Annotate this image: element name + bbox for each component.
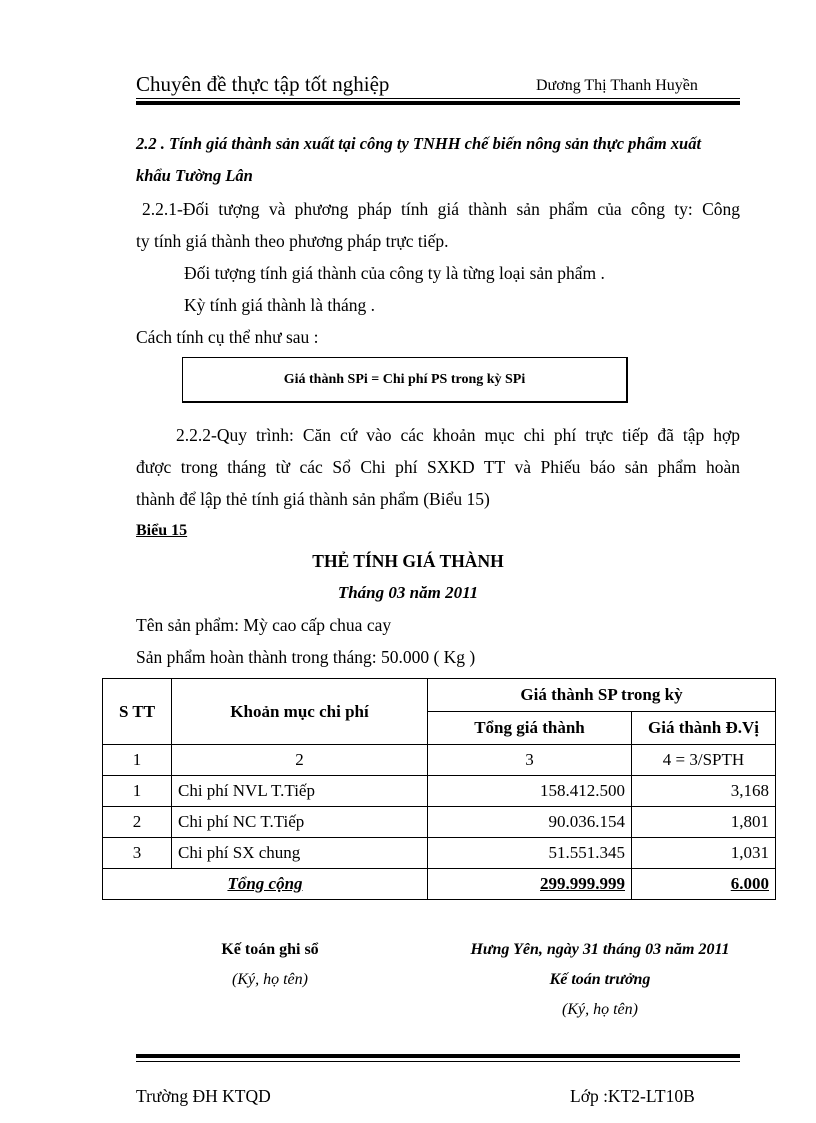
product-name: Tên sản phẩm: Mỳ cao cấp chua cay	[136, 615, 392, 635]
row-stt: 2	[103, 807, 172, 838]
header-item: Khoản mục chi phí	[172, 679, 428, 745]
row-total: 51.551.345	[428, 838, 632, 869]
sum-total: 299.999.999	[540, 874, 625, 893]
section-heading-line2: khẩu Tường Lân	[136, 166, 253, 185]
row-total: 158.412.500	[428, 776, 632, 807]
place-date: Hưng Yên, ngày 31 tháng 03 năm 2011	[470, 941, 730, 958]
card-title: THẺ TÍNH GIÁ THÀNH	[312, 551, 504, 571]
header-title: Chuyên đề thực tập tốt nghiệp	[136, 72, 390, 96]
paragraph-5-line1: 2.2.2-Quy trình: Căn cứ vào các khoản mục chi phí trực tiếp đã tập hợp	[176, 425, 740, 445]
sum-label-cell	[103, 869, 428, 900]
paragraph-5-line3: thành để lập thẻ tính giá thành sản phẩm (Biểu 15)	[136, 489, 490, 509]
sum-unit: 6.000	[730, 874, 769, 893]
section-heading-line1: 2.2 . Tính giá thành sản xuất tại công ty TNHH chế biến nông sản thực phẩm xuất	[136, 134, 702, 153]
footer-rule-thick	[136, 1054, 740, 1058]
sum-unit-cell	[632, 869, 776, 900]
paragraph-5-line2: được trong tháng từ các Sổ Chi phí SXKD TT và Phiếu báo sản phẩm hoàn	[136, 457, 740, 477]
output-quantity: Sản phẩm hoàn thành trong tháng: 50.000 ( Kg )	[136, 647, 476, 667]
row-item: Chi phí NVL T.Tiếp	[172, 776, 428, 807]
table-index-row	[103, 745, 776, 776]
table-row	[103, 838, 776, 869]
card-period: Tháng 03 năm 2011	[337, 583, 479, 602]
row-total: 90.036.154	[428, 807, 632, 838]
row-unit: 1,031	[632, 838, 776, 869]
index-cell: 4 = 3/SPTH	[632, 745, 776, 776]
paragraph-1-line1: 2.2.1-Đối tượng và phương pháp tính giá thành sản phẩm của công ty: Công	[142, 199, 740, 219]
table-row	[103, 807, 776, 838]
index-cell: 3	[428, 745, 632, 776]
row-unit: 1,801	[632, 807, 776, 838]
exhibit-label: Biểu 15	[136, 522, 188, 539]
paragraph-2: Đối tượng tính giá thành của công ty là từng loại sản phẩm .	[184, 263, 605, 283]
formula-box	[182, 357, 628, 403]
table-sum-row	[103, 869, 776, 900]
signature-left-note: (Ký, họ tên)	[232, 971, 308, 988]
sum-label: Tổng cộng	[227, 874, 303, 893]
paragraph-4: Cách tính cụ thể như sau :	[136, 327, 319, 347]
paragraph-1-line2: ty tính giá thành theo phương pháp trực tiếp.	[136, 231, 449, 251]
header-author: Dương Thị Thanh Huyền	[536, 77, 698, 94]
footer-class: Lớp :KT2-LT10B	[570, 1086, 695, 1106]
footer-rule-thin	[136, 1061, 740, 1062]
index-cell: 1	[103, 745, 172, 776]
header-total: Tổng giá thành	[428, 712, 632, 745]
row-unit: 3,168	[632, 776, 776, 807]
footer-school: Trường ĐH KTQD	[136, 1086, 271, 1106]
row-stt: 1	[103, 776, 172, 807]
header-rule-thick	[136, 101, 740, 105]
row-item: Chi phí NC T.Tiếp	[172, 807, 428, 838]
cost-card-table	[102, 678, 776, 900]
index-cell: 2	[172, 745, 428, 776]
paragraph-3: Kỳ tính giá thành là tháng .	[184, 295, 376, 315]
signature-right-title: Kế toán trưởng	[549, 971, 651, 988]
table-header-row	[103, 679, 776, 712]
signature-right-note: (Ký, họ tên)	[562, 1001, 638, 1018]
header-stt: S TT	[103, 679, 172, 745]
header-group: Giá thành SP trong kỳ	[428, 679, 776, 712]
header-unit: Giá thành Đ.Vị	[632, 712, 776, 745]
sum-total-cell	[428, 869, 632, 900]
signature-left-title: Kế toán ghi sổ	[221, 941, 319, 958]
row-item: Chi phí SX chung	[172, 838, 428, 869]
table-row	[103, 776, 776, 807]
header-rule-thin	[136, 98, 740, 99]
row-stt: 3	[103, 838, 172, 869]
formula-text: Giá thành SPi = Chi phí PS trong kỳ SPi	[283, 371, 526, 387]
